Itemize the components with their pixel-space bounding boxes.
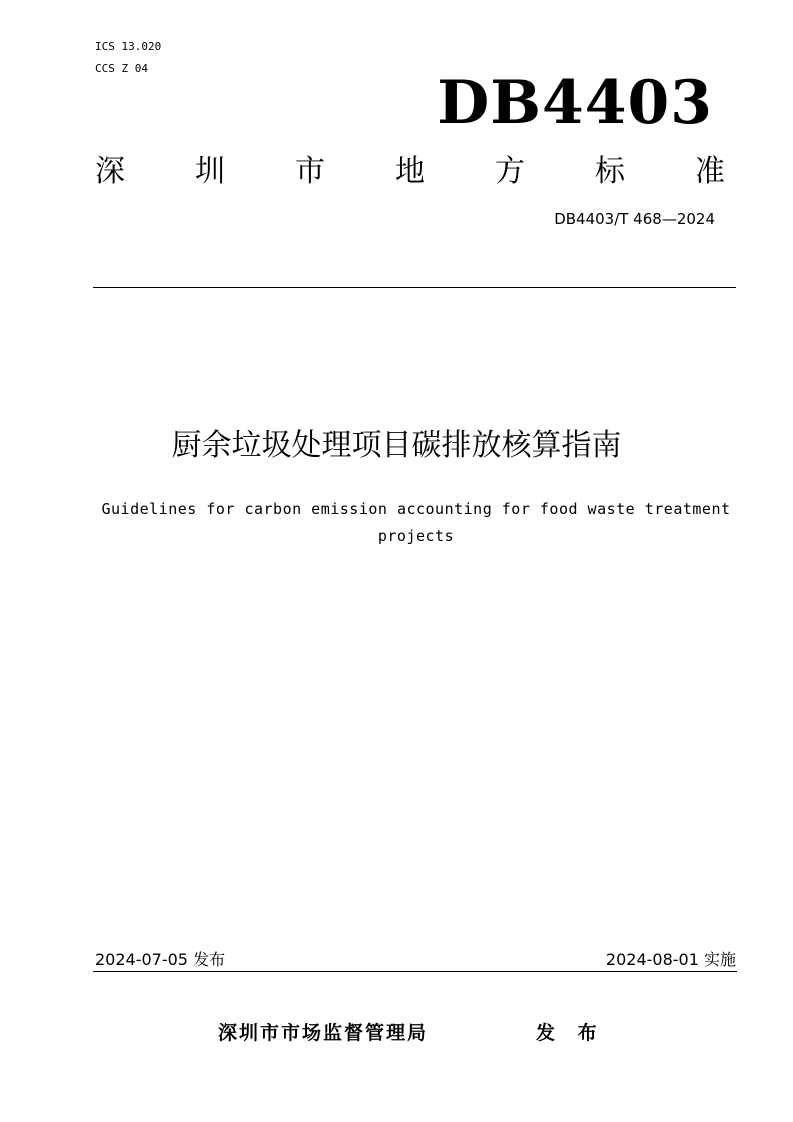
standard-code-logo: DB4403 xyxy=(437,68,713,138)
standard-type-char: 圳 xyxy=(195,154,225,189)
standard-type-char: 地 xyxy=(395,154,425,189)
issue-date: 2024-07-05 发布 xyxy=(95,950,226,969)
issue-label: 发 布 xyxy=(536,1022,605,1044)
standard-type-char: 标 xyxy=(595,154,625,189)
standard-type-char: 深 xyxy=(95,154,125,189)
footer-divider xyxy=(93,971,737,972)
standard-number: DB4403/T 468—2024 xyxy=(554,210,715,228)
issuing-authority: 深圳市市场监督管理局 xyxy=(218,1022,429,1044)
ics-code: ICS 13.020 xyxy=(95,40,162,53)
standard-type-char: 准 xyxy=(695,154,725,189)
document-title-english: Guidelines for carbon emission accounting for food waste treatment projects xyxy=(101,500,731,545)
header-divider xyxy=(93,287,736,288)
standard-type-char: 市 xyxy=(295,154,325,189)
standard-type-char: 方 xyxy=(495,154,525,189)
document-title-chinese: 厨余垃圾处理项目碳排放核算指南 xyxy=(171,428,622,463)
standard-type-heading xyxy=(95,152,725,192)
ccs-code: CCS Z 04 xyxy=(95,62,148,75)
implementation-date: 2024-08-01 实施 xyxy=(605,950,736,969)
